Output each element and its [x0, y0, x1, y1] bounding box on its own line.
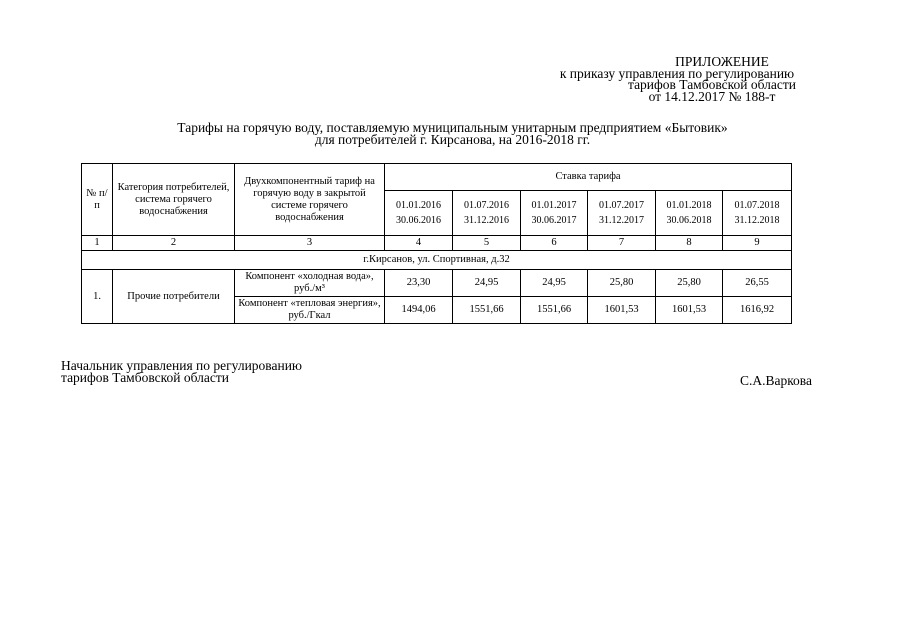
tariff-table: [81, 163, 792, 324]
appendix-title: ПРИЛОЖЕНИЕ: [675, 54, 769, 69]
document-title-line-2: для потребителей г. Кирсанова, на 2016-2018 гг.: [314, 132, 591, 147]
tariff-value: 1551,66: [521, 297, 588, 324]
column-number: 4: [385, 236, 453, 251]
column-number: 3: [235, 236, 385, 251]
column-number: 1: [82, 236, 113, 251]
header-num: № п/п: [82, 164, 113, 236]
period-from: 01.07.2016: [464, 200, 509, 211]
period-cell: [723, 191, 792, 236]
period-to: 31.12.2018: [734, 215, 780, 226]
tariff-value: 25,80: [656, 270, 723, 297]
appendix-line-date: от 14.12.2017 № 188-т: [648, 88, 776, 104]
appendix-line-order: к приказу управления по регулированию: [559, 65, 795, 81]
period-to: 30.06.2018: [666, 215, 712, 226]
period-to: 30.06.2016: [396, 215, 441, 226]
column-number: 8: [656, 236, 723, 251]
tariff-value: 1601,53: [588, 297, 656, 324]
tariff-value: 24,95: [453, 270, 521, 297]
tariff-value: 26,55: [723, 270, 792, 297]
tariff-value: 1551,66: [453, 297, 521, 324]
location-cell: г.Кирсанов, ул. Спортивная, д.32: [82, 251, 792, 270]
column-number: 2: [113, 236, 235, 251]
location-row: [82, 251, 792, 270]
column-number: 6: [521, 236, 588, 251]
column-number: 7: [588, 236, 656, 251]
tariff-value: 23,30: [385, 270, 453, 297]
period-cell: [385, 191, 453, 236]
row-number: 1.: [82, 270, 113, 324]
tariff-value: 1494,06: [385, 297, 453, 324]
period-from: 01.01.2018: [666, 200, 712, 211]
column-number-row: [82, 236, 792, 251]
tariff-value: 1601,53: [656, 297, 723, 324]
header-tariff: Двухкомпонентный тариф на горячую воду в закрытой системе горячего водоснабжения: [235, 164, 385, 236]
signer-name: С.А.Варкова: [739, 373, 812, 388]
period-cell: [521, 191, 588, 236]
document-title: [0, 122, 905, 146]
tariff-value: 25,80: [588, 270, 656, 297]
period-to: 31.12.2016: [464, 215, 509, 226]
component-label: Компонент «холодная вода», руб./м³: [235, 270, 385, 297]
row-category: Прочие потребители: [113, 270, 235, 324]
period-from: 01.01.2017: [531, 200, 577, 211]
period-to: 30.06.2017: [531, 215, 577, 226]
signature-position-line-1: Начальник управления по регулированию: [61, 358, 303, 373]
tariff-value: 24,95: [521, 270, 588, 297]
header-rate: Ставка тарифа: [385, 164, 792, 191]
column-number: 9: [723, 236, 792, 251]
appendix-block: [527, 56, 827, 102]
period-cell: [588, 191, 656, 236]
period-to: 31.12.2017: [599, 215, 644, 226]
period-from: 01.07.2017: [599, 200, 644, 211]
table-row: [82, 270, 792, 297]
period-from: 01.07.2018: [734, 200, 780, 211]
table-header-row-1: [82, 164, 792, 191]
document-title-line-1: Тарифы на горячую воду, поставляемую муниципальным унитарным предприятием «Бытовик»: [177, 120, 728, 135]
tariff-value: 1616,92: [723, 297, 792, 324]
period-cell: [453, 191, 521, 236]
component-label: Компонент «тепловая энергия», руб./Гкал: [235, 297, 385, 324]
period-cell: [656, 191, 723, 236]
appendix-line-authority: тарифов Тамбовской области: [628, 77, 796, 92]
column-number: 5: [453, 236, 521, 251]
period-from: 01.01.2016: [396, 200, 441, 211]
signature-position: [61, 360, 302, 384]
header-category: Категория потребителей, система горячего водоснабжения: [113, 164, 235, 236]
signature-position-line-2: тарифов Тамбовской области: [61, 370, 229, 385]
